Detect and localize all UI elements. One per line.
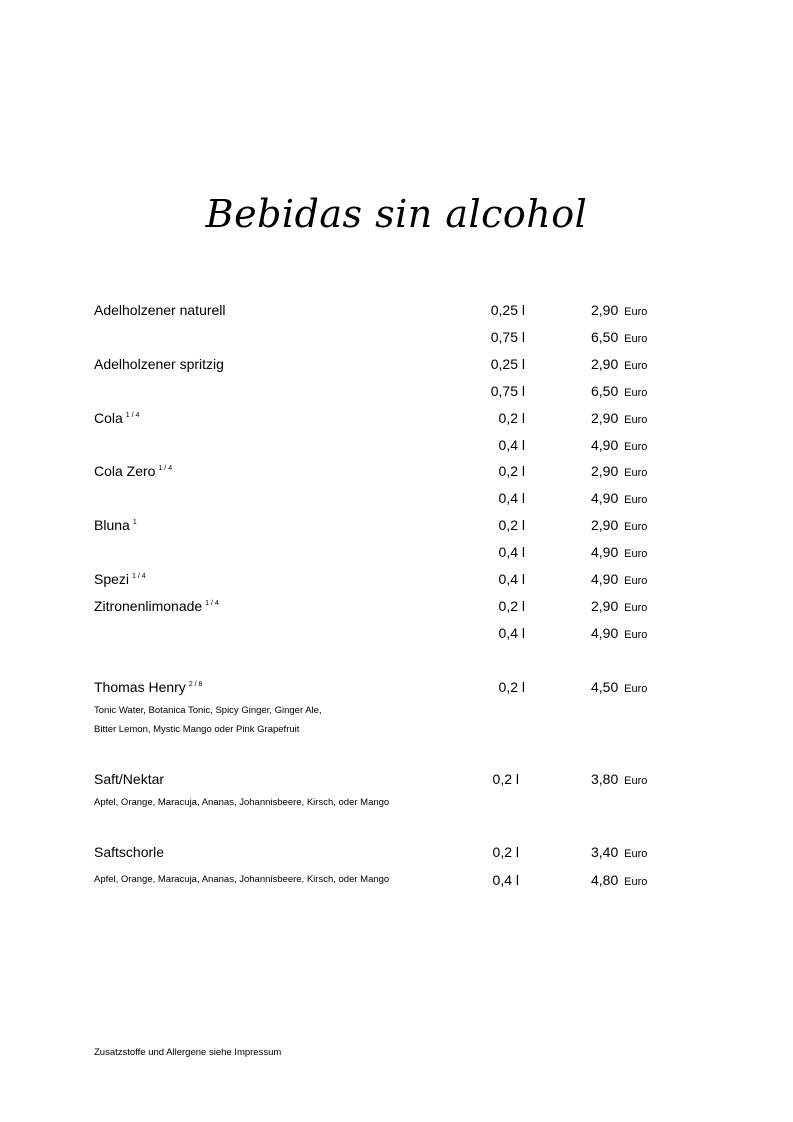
menu-item-row bbox=[0, 488, 793, 508]
item-name: Spezi $^{1 / 4}$ bbox=[94, 571, 146, 587]
item-volume: 0,2 l bbox=[498, 463, 525, 479]
item-price: 4,90 Euro bbox=[591, 625, 648, 641]
item-name: Saftschorle bbox=[94, 844, 165, 860]
footer-note: Zusatzstoffe und Allergene siehe Impressum bbox=[94, 1047, 282, 1058]
item-price: 4,90 Euro bbox=[591, 571, 648, 587]
item-price: 2,90 Euro bbox=[591, 302, 648, 318]
item-description: Apfel, Orange, Maracuja, Ananas, Johannisbeere, Kirsch, oder Mango bbox=[94, 874, 390, 885]
item-price: 2,90 Euro bbox=[591, 598, 648, 614]
item-volume: 0,25 l bbox=[490, 356, 525, 372]
menu-item-row bbox=[0, 327, 793, 347]
menu-item-row bbox=[0, 842, 793, 862]
item-volume: 0,2 l bbox=[498, 598, 525, 614]
item-price: 2,90 Euro bbox=[591, 517, 648, 533]
item-volume: 0,4 l bbox=[498, 571, 525, 587]
item-price: 3,80 Euro bbox=[591, 771, 648, 787]
page-title: Bebidas sin alcohol bbox=[205, 192, 588, 236]
item-volume: 0,2 l bbox=[492, 771, 519, 787]
item-volume: 0,75 l bbox=[490, 383, 525, 399]
item-price: 4,90 Euro bbox=[591, 490, 648, 506]
menu-item-row bbox=[0, 677, 793, 697]
item-price: 6,50 Euro bbox=[591, 329, 648, 345]
item-name: Thomas Henry $^{2 / 8}$ bbox=[94, 679, 203, 695]
menu-item-row bbox=[0, 596, 793, 616]
item-price: 3,40 Euro bbox=[591, 844, 648, 860]
menu-item-row bbox=[0, 769, 793, 789]
item-name bbox=[94, 542, 97, 562]
item-price: 2,90 Euro bbox=[591, 410, 648, 426]
item-name bbox=[94, 623, 97, 643]
item-name bbox=[94, 327, 97, 347]
item-volume: 0,75 l bbox=[490, 329, 525, 345]
item-price: 4,90 Euro bbox=[591, 437, 648, 453]
item-price: 2,90 Euro bbox=[591, 356, 648, 372]
item-price: 2,90 Euro bbox=[591, 463, 648, 479]
item-name: Saft/Nektar bbox=[94, 771, 165, 787]
item-price: 6,50 Euro bbox=[591, 383, 648, 399]
menu-item-row bbox=[0, 515, 793, 535]
item-name: Adelholzener spritzig bbox=[94, 356, 224, 372]
menu-item-row bbox=[0, 461, 793, 481]
item-name bbox=[94, 381, 97, 401]
menu-item-row bbox=[0, 300, 793, 320]
menu-item-row bbox=[0, 381, 793, 401]
item-name: Cola Zero $^{1 / 4}$ bbox=[94, 463, 173, 479]
menu-item-row bbox=[0, 623, 793, 643]
item-price: 4,90 Euro bbox=[591, 544, 648, 560]
item-volume: 0,4 l bbox=[498, 490, 525, 506]
item-description: Bitter Lemon, Mystic Mango oder Pink Grapefruit bbox=[94, 724, 300, 735]
item-description: Apfel, Orange, Maracuja, Ananas, Johannisbeere, Kirsch, oder Mango bbox=[94, 797, 390, 808]
item-volume: 0,4 l bbox=[492, 872, 519, 888]
item-name bbox=[94, 435, 97, 455]
item-name: Cola $^{1 / 4}$ bbox=[94, 410, 140, 426]
menu-item-row bbox=[0, 542, 793, 562]
menu-item-row bbox=[0, 354, 793, 374]
item-volume: 0,2 l bbox=[498, 410, 525, 426]
item-volume: 0,4 l bbox=[498, 437, 525, 453]
item-volume: 0,4 l bbox=[498, 544, 525, 560]
item-volume: 0,4 l bbox=[498, 625, 525, 641]
item-name: Zitronenlimonade $^{1 / 4}$ bbox=[94, 598, 219, 614]
menu-item-row bbox=[0, 569, 793, 589]
item-volume: 0,25 l bbox=[490, 302, 525, 318]
item-name bbox=[94, 488, 97, 508]
item-volume: 0,2 l bbox=[498, 517, 525, 533]
item-volume: 0,2 l bbox=[492, 844, 519, 860]
item-price: 4,50 Euro bbox=[591, 679, 648, 695]
item-name: Bluna $^1$ bbox=[94, 517, 137, 533]
item-name: Adelholzener naturell bbox=[94, 302, 226, 318]
item-volume: 0,2 l bbox=[498, 679, 525, 695]
menu-item-row bbox=[0, 408, 793, 428]
item-description: Tonic Water, Botanica Tonic, Spicy Ginger, Ginger Ale, bbox=[94, 705, 322, 716]
menu-item-row bbox=[0, 435, 793, 455]
item-price: 4,80 Euro bbox=[591, 872, 648, 888]
